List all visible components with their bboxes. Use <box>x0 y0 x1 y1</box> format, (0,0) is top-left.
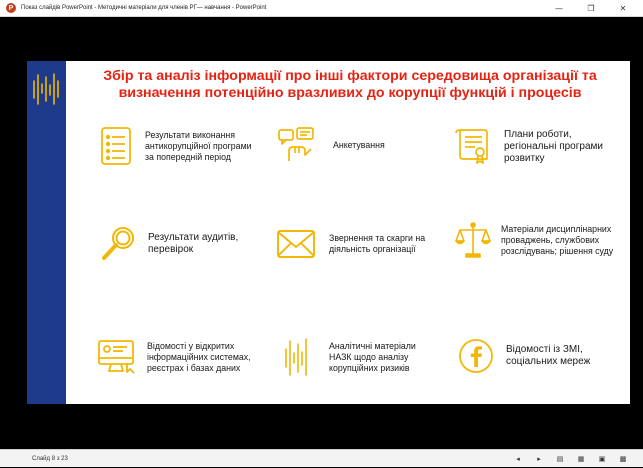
item-label: Аналітичні матеріали НАЗК щодо аналізу корупційних ризиків <box>329 340 416 373</box>
restore-icon[interactable]: ❐ <box>587 4 595 13</box>
status-bar <box>0 449 643 467</box>
powerpoint-app-icon: P <box>6 3 16 13</box>
window-titlebar <box>0 0 643 17</box>
nazk-logo-icon <box>31 71 61 107</box>
item-antikorupcijna-prohrama <box>99 126 259 166</box>
close-icon[interactable]: ✕ <box>619 4 627 13</box>
scales-icon <box>455 221 491 259</box>
facebook-icon <box>458 338 494 374</box>
minimize-icon[interactable]: — <box>555 4 563 13</box>
item-anketuvannia <box>277 127 417 163</box>
slide-sorter-icon[interactable]: ▦ <box>577 455 585 463</box>
window-title: Показ слайдів PowerPoint - Методичні матеріали для членів РГ— навчання - PowerPoint <box>21 5 267 11</box>
slide-canvas[interactable] <box>27 61 630 404</box>
next-slide-icon[interactable]: ▸ <box>537 455 541 463</box>
slide-counter: Слайд 8 з 23 <box>32 455 68 462</box>
presenter-controls <box>512 450 629 468</box>
item-zmi-sotsmerezhi <box>458 338 618 374</box>
item-dystsyplinarni-provadzhennia <box>455 221 627 259</box>
item-label: Анкетування <box>333 139 385 150</box>
document-list-icon <box>99 126 133 166</box>
slide-sidebar <box>27 61 66 404</box>
magnifier-icon <box>100 225 138 263</box>
computer-icon <box>97 339 137 375</box>
item-zvernennia-skarhy <box>276 229 451 259</box>
item-rezultaty-audytiv <box>100 225 260 263</box>
window-controls <box>543 0 639 17</box>
normal-view-icon[interactable]: ▤ <box>556 455 564 463</box>
reading-view-icon[interactable]: ▣ <box>598 455 606 463</box>
item-vidkryti-systemy <box>97 339 262 375</box>
envelope-icon <box>276 229 316 259</box>
survey-hand-icon <box>277 127 317 163</box>
item-label: Відомості у відкритих інформаційних системах, реєстрах і базах даних <box>147 340 251 373</box>
item-label: Матеріали дисциплінарних проваджень, службових розслідувань; рішення суду <box>501 223 614 256</box>
item-materialy-nazk <box>283 335 458 379</box>
item-label: Відомості із ЗМІ, соціальних мереж <box>506 344 591 367</box>
slideshow-view-icon[interactable]: ▩ <box>619 455 627 463</box>
item-label: Плани роботи, регіональні програми розвитку <box>504 129 603 164</box>
nazk-logo-icon <box>283 335 311 379</box>
certificate-icon <box>453 127 489 167</box>
previous-slide-icon[interactable]: ◂ <box>516 455 520 463</box>
item-label: Результати аудитів, перевірок <box>148 232 239 255</box>
item-label: Результати виконання антикорупційної програми за попередній період <box>145 129 252 162</box>
item-label: Звернення та скарги на діяльність організації <box>329 233 426 254</box>
item-plany-roboty <box>453 127 613 167</box>
slide-title: Збір та аналіз інформації про інші фактори середовища організації та визначення потенційно вразливих до корупції функцій і процесів <box>103 68 597 101</box>
